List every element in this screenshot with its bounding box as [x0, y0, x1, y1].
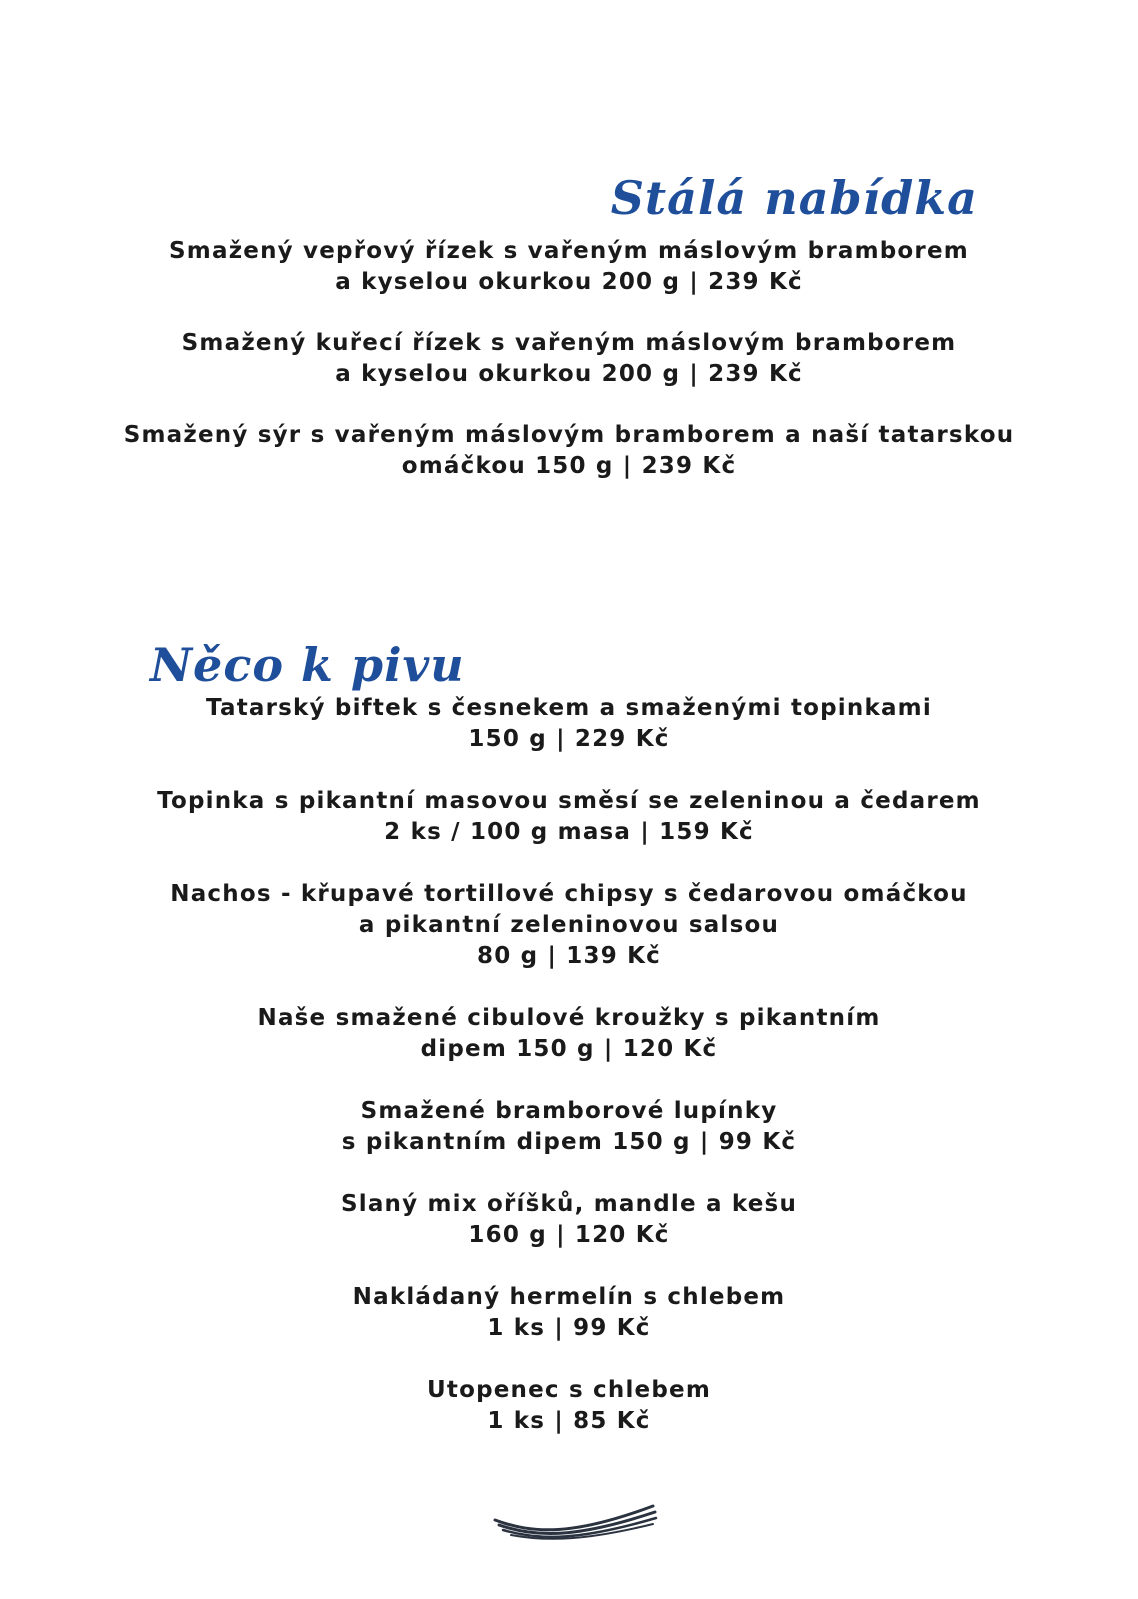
- menu-item-line: Smažený vepřový řízek s vařeným máslovým bramborem: [169, 238, 969, 264]
- menu-item-line: Slaný mix oříšků, mandle a kešu: [340, 1191, 798, 1217]
- menu-item-line: Topinka s pikantní masovou směsí se zeleninou a čedarem: [157, 788, 981, 814]
- menu-item: [0, 420, 1138, 482]
- menu-item-line: 160 g | 120 Kč: [468, 1222, 670, 1248]
- menu-item: [0, 236, 1138, 298]
- menu-item-line: 1 ks | 99 Kč: [487, 1315, 651, 1341]
- menu-item-line: dipem 150 g | 120 Kč: [420, 1036, 718, 1062]
- menu-item-line: 1 ks | 85 Kč: [487, 1408, 651, 1434]
- menu-item-line: Utopenec s chlebem: [427, 1377, 711, 1403]
- menu-item-line: a pikantní zeleninovou salsou: [358, 912, 780, 938]
- menu-item-line: 80 g | 139 Kč: [477, 943, 661, 969]
- wave-ornament-icon: [493, 1500, 658, 1542]
- menu-item: [0, 328, 1138, 390]
- menu-item-line: Naše smažené cibulové kroužky s pikantním: [257, 1005, 881, 1031]
- menu-item: [0, 1282, 1138, 1344]
- menu-item-line: Smažené bramborové lupínky: [360, 1098, 778, 1124]
- menu-item-line: 150 g | 229 Kč: [468, 726, 670, 752]
- menu-item-line: omáčkou 150 g | 239 Kč: [401, 453, 737, 479]
- menu-item: [0, 1189, 1138, 1251]
- section-title-stala-nabidka: Stálá nabídka: [610, 171, 978, 226]
- menu-item: [0, 1375, 1138, 1437]
- menu-list-stala-nabidka: [0, 236, 1138, 512]
- menu-list-neco-k-pivu: [0, 693, 1138, 1468]
- menu-item: [0, 879, 1138, 972]
- menu-item-line: a kyselou okurkou 200 g | 239 Kč: [335, 269, 803, 295]
- menu-item-line: Tatarský biftek s česnekem a smaženými topinkami: [206, 695, 932, 721]
- menu-item: [0, 1003, 1138, 1065]
- section-title-neco-k-pivu: Něco k pivu: [150, 638, 465, 693]
- menu-item: [0, 786, 1138, 848]
- menu-item-line: Nakládaný hermelín s chlebem: [352, 1284, 786, 1310]
- menu-item-line: a kyselou okurkou 200 g | 239 Kč: [335, 361, 803, 387]
- menu-item-line: s pikantním dipem 150 g | 99 Kč: [341, 1129, 797, 1155]
- menu-item-line: Nachos - křupavé tortillové chipsy s čedarovou omáčkou: [170, 881, 968, 907]
- menu-item: [0, 1096, 1138, 1158]
- menu-item: [0, 693, 1138, 755]
- menu-item-line: Smažený sýr s vařeným máslovým bramborem a naší tatarskou: [123, 422, 1015, 448]
- menu-item-line: 2 ks / 100 g masa | 159 Kč: [384, 819, 754, 845]
- menu-item-line: Smažený kuřecí řízek s vařeným máslovým bramborem: [181, 330, 957, 356]
